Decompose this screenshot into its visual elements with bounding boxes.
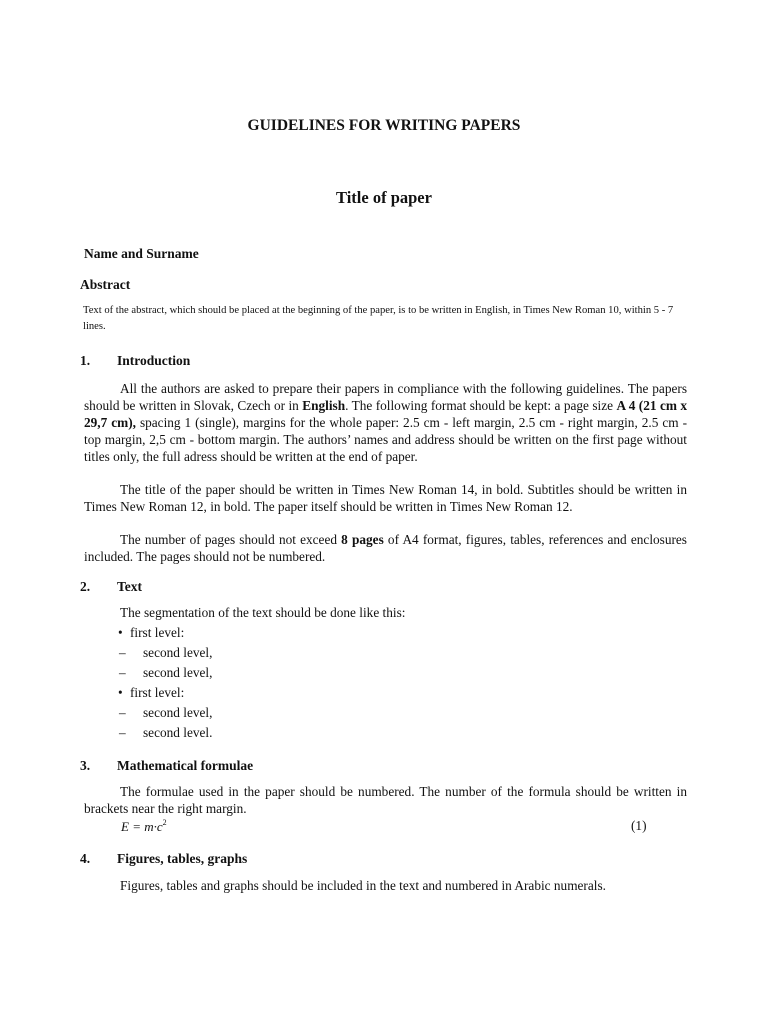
- section-title: Introduction: [117, 353, 191, 368]
- list-item: – second level,: [118, 703, 212, 723]
- section-title: Figures, tables, graphs: [117, 851, 248, 866]
- formula-number: (1): [631, 818, 647, 833]
- abstract-heading: Abstract: [80, 277, 131, 292]
- bullet-marker: •: [118, 625, 123, 640]
- bullet-marker: •: [118, 685, 123, 700]
- paragraph-figures: Figures, tables and graphs should be included in the text and numbered in Arabic numerals.: [120, 878, 606, 893]
- bold-page-limit: 8 pages: [341, 532, 384, 547]
- formula-exponent: 2: [162, 818, 167, 827]
- dash-marker: –: [119, 705, 126, 720]
- section-heading-figures: [80, 851, 247, 867]
- section-number: 4.: [80, 851, 91, 866]
- text-segmentation-intro: The segmentation of the text should be done like this:: [120, 605, 406, 620]
- list-item: • first level:: [118, 683, 212, 703]
- section-heading-math: [80, 758, 253, 774]
- section-number: 1.: [80, 353, 91, 368]
- dash-marker: –: [119, 725, 126, 740]
- paper-title: Title of paper: [336, 188, 432, 207]
- list-item: – second level,: [118, 643, 212, 663]
- dash-marker: –: [119, 645, 126, 660]
- paragraph-intro-2: The title of the paper should be written in Times New Roman 14, in bold. Subtitles should be written in Times New Roman 12, in bold. The paper itself should be written in Times New Roman 12.: [84, 482, 687, 514]
- list-item: – second level,: [118, 663, 212, 683]
- bold-page-size: A 4 (21 cm x 29,7 cm),: [84, 398, 687, 430]
- section-number: 3.: [80, 758, 91, 773]
- author-name: Name and Surname: [84, 246, 199, 261]
- bold-english: English: [302, 398, 346, 413]
- formula: $E = m\cdot c^2$: [121, 818, 167, 834]
- section-title: Mathematical formulae: [117, 758, 254, 773]
- list-item: – second level.: [118, 723, 212, 743]
- section-number: 2.: [80, 579, 91, 594]
- section-heading-introduction: [80, 353, 190, 369]
- dash-marker: –: [119, 665, 126, 680]
- paragraph-math: The formulae used in the paper should be numbered. The number of the formula should be written in brackets near the right margin.: [84, 784, 687, 816]
- segmentation-list: [118, 623, 212, 743]
- abstract-text: Text of the abstract, which should be placed at the beginning of the paper, is to be written in English, in Times New Roman 10, within 5 - 7 lines.: [83, 305, 674, 332]
- section-heading-text: [80, 579, 142, 595]
- document-heading: GUIDELINES FOR WRITING PAPERS: [247, 117, 521, 134]
- section-title: Text: [117, 579, 143, 594]
- paragraph-intro-3: The number of pages should not exceed 8 pages of A4 format, figures, tables, references and enclosures included. The pages should not be numbered.: [84, 532, 687, 564]
- list-item: • first level:: [118, 623, 212, 643]
- paragraph-intro-1: All the authors are asked to prepare their papers in compliance with the following guidelines. The papers should be written in Slovak, Czech or in English. The following format should be kept: a page size A 4 (21 cm x 29,7 cm), spacing 1 (single), margins for the whole paper: 2.5 cm - left margin, 2.5 cm - right margin, 2.5 cm - top margin, 2,5 cm - bottom margin. The authors’ names and address should be written on the first page without titles only, the full adress should be written at the end of paper.: [84, 381, 687, 464]
